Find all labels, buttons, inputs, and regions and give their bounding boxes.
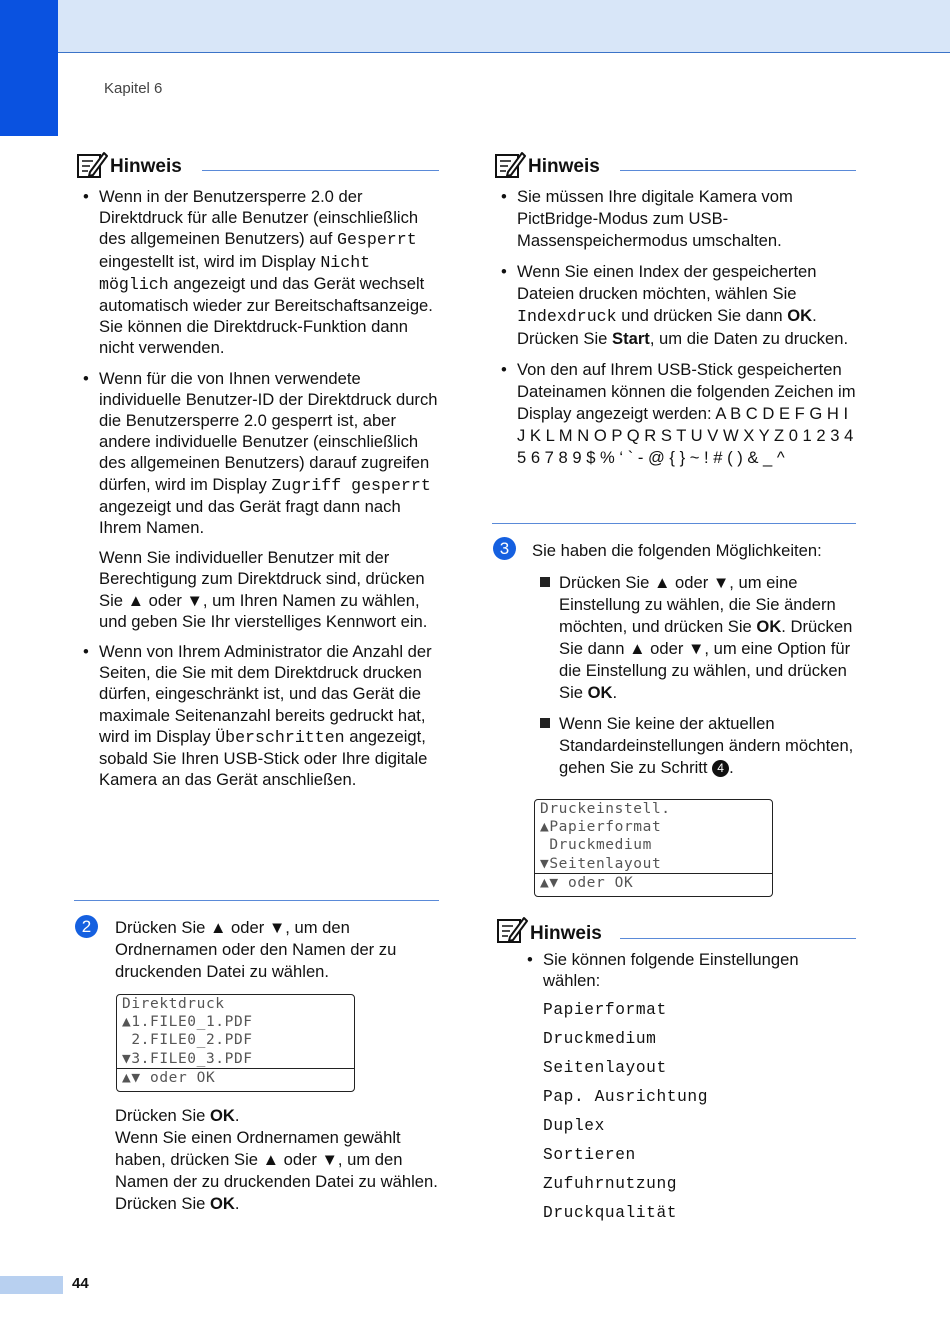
settings-option: Druckmedium	[543, 1030, 657, 1049]
lcd-display	[116, 994, 355, 1092]
key-label: OK	[587, 683, 613, 702]
settings-option: Zufuhrnutzung	[543, 1175, 678, 1194]
square-bullet-icon	[540, 718, 550, 728]
text: .	[612, 683, 618, 702]
key-label: OK	[756, 617, 782, 636]
text: Sie müssen Ihre digitale Kamera vom PictBridge-Modus zum USB-Massenspeichermodus umschalten.	[517, 187, 793, 250]
lcd-line: Druckeinstell.	[540, 801, 671, 817]
text: Wenn von Ihrem Administrator die Anzahl der Seiten, die Sie mit dem Direktdruck drucken dürfen, eingeschränkt ist, und das Gerät die maximale Seitenanzahl bereits gedruckt hat, wird im Display	[99, 642, 432, 746]
third-note-bullets	[543, 949, 856, 991]
text: eingestellt ist, wird im Display	[99, 251, 321, 271]
lcd-line: Druckmedium	[540, 837, 652, 854]
settings-option: Pap. Ausrichtung	[543, 1088, 709, 1107]
display-text: Zugriff gesperrt	[271, 475, 431, 495]
note-pencil-icon	[496, 915, 528, 945]
note-header	[492, 150, 856, 180]
note-title: Hinweis	[110, 156, 182, 177]
section-separator	[492, 523, 856, 524]
text: Wenn Sie keine der aktuellen Standardeinstellungen ändern möchten, gehen Sie zu Schritt	[559, 714, 854, 777]
step-text: Drücken Sie ▲ oder ▼, um den Ordnernamen oder den Namen der zu druckenden Datei zu wählen.	[115, 918, 397, 981]
settings-option: Papierformat	[543, 1001, 667, 1020]
settings-option: Sortieren	[543, 1146, 636, 1165]
text: , um die Daten zu drucken.	[649, 329, 849, 348]
right-note-bullets	[517, 186, 856, 469]
step-text: Sie haben die folgenden Möglichkeiten:	[532, 541, 822, 560]
text: angezeigt, sobald Sie Ihren USB-Stick oder Ihre digitale Kamera an das Gerät anschließen.	[99, 726, 428, 790]
note-pencil-icon	[76, 150, 108, 180]
lcd-display	[534, 799, 773, 897]
display-text: Indexdruck	[517, 307, 617, 326]
display-text: Nicht möglich	[99, 252, 371, 294]
note-title: Hinweis	[528, 156, 600, 177]
lcd-line: Direktdruck	[122, 996, 225, 1012]
list-item	[99, 368, 439, 632]
list-item	[517, 359, 856, 469]
text: .	[234, 1194, 240, 1213]
note-title-rule	[620, 938, 856, 939]
list-item	[99, 641, 439, 790]
third-note	[494, 915, 856, 1228]
text: Drücken Sie ▲ oder ▼, um eine Einstellung zu wählen, die Sie ändern möchten, und drücken Sie	[559, 573, 836, 636]
note-header	[494, 915, 856, 945]
step-number: 3	[493, 537, 516, 560]
chapter-tab	[0, 0, 58, 136]
lcd-line: ▲▼ oder OK	[535, 873, 772, 892]
settings-option: Seitenlayout	[543, 1059, 667, 1078]
list-item	[517, 186, 856, 252]
key-label: OK	[210, 1106, 235, 1125]
note-title: Hinweis	[530, 923, 602, 944]
text: Drücken Sie	[115, 1194, 210, 1213]
text: Wenn in der Benutzersperre 2.0 der Direktdruck für alle Benutzer (einschließlich des allgemeinen Benutzers) auf	[99, 187, 419, 249]
key-label: OK	[787, 306, 813, 325]
text: angezeigt und das Gerät wechselt automatisch wieder zur Bereitschaftsanzeige. Sie können die Direktdruck-Funktion dann nicht verwenden.	[99, 273, 433, 358]
left-note-bullets	[99, 186, 439, 790]
text: . Drücken Sie	[517, 306, 817, 348]
text: angezeigt und das Gerät fragt dann nach Ihrem Namen.	[99, 496, 401, 538]
chapter-label: Kapitel 6	[104, 80, 163, 97]
key-label: OK	[210, 1194, 235, 1213]
text: und drücken Sie dann	[616, 306, 788, 325]
lcd-line: 2.FILE0_2.PDF	[122, 1032, 253, 1049]
list-item	[559, 572, 859, 704]
list-item	[99, 186, 439, 359]
text: Sie können folgende Einstellungen wählen:	[543, 950, 799, 991]
text: .	[729, 758, 734, 777]
lcd-line: ▼Seitenlayout	[540, 855, 662, 872]
left-note	[74, 150, 439, 799]
lcd-line: ▲▼ oder OK	[117, 1068, 354, 1087]
display-text: Überschritten	[215, 727, 345, 747]
footer-bar	[0, 1276, 63, 1294]
step-followup	[115, 1105, 440, 1215]
list-item	[559, 713, 859, 779]
step-reference-icon: 4	[712, 760, 729, 777]
text: Drücken Sie	[115, 1106, 210, 1125]
settings-option: Duplex	[543, 1117, 605, 1136]
text: .	[234, 1106, 240, 1125]
section-separator	[74, 900, 439, 901]
lcd-line: ▼3.FILE0_3.PDF	[122, 1050, 253, 1067]
text: Wenn Sie einen Index der gespeicherten Dateien drucken möchten, wählen Sie	[517, 262, 817, 303]
note-title-rule	[202, 170, 439, 171]
list-item	[543, 949, 856, 991]
settings-options	[543, 996, 856, 1228]
text: Von den auf Ihrem USB-Stick gespeicherten Dateinamen können die folgenden Zeichen im Display angezeigt werden: A B C D E F G H I J K L M N O P Q R S T U V W X Y Z 0 1 2 3 4 5 6 7 8 9 $ % ‘ ` - @ { } ~ ! # ( ) & _ ^	[517, 360, 856, 467]
list-item	[517, 261, 856, 350]
note-header	[74, 150, 439, 180]
settings-option: Druckqualität	[543, 1204, 678, 1223]
header-band	[0, 0, 950, 53]
note-title-rule	[620, 170, 856, 171]
lcd-line: ▲Papierformat	[540, 819, 662, 836]
display-text: Gesperrt	[336, 230, 417, 250]
step-number: 2	[75, 915, 98, 938]
text: Wenn Sie einen Ordnernamen gewählt haben, drücken Sie ▲ oder ▼, um den Namen der zu druckenden Datei zu wählen.	[115, 1128, 438, 1191]
square-bullet-icon	[540, 577, 550, 587]
right-note	[492, 150, 856, 478]
lcd-line: ▲1.FILE0_1.PDF	[122, 1014, 253, 1031]
page-number: 44	[72, 1275, 89, 1292]
step-options	[559, 572, 859, 788]
key-label: Start	[612, 329, 650, 348]
paragraph: Wenn Sie individueller Benutzer mit der Berechtigung zum Direktdruck sind, drücken Sie ▲ oder ▼, um Ihren Namen zu wählen, und geben Sie Ihr vierstelliges Kennwort ein.	[99, 548, 428, 631]
text: Wenn für die von Ihnen verwendete individuelle Benutzer-ID der Direktdruck durch die Benutzersperre 2.0 gesperrt ist, aber andere individuelle Benutzer (einschließlich des allgemeinen Benutzers) darauf zugreifen dürfen, wird im Display	[99, 368, 438, 494]
note-pencil-icon	[494, 150, 526, 180]
text: . Drücken Sie dann ▲ oder ▼, um eine Option für die Einstellung zu wählen, und drücken Sie	[559, 617, 853, 702]
